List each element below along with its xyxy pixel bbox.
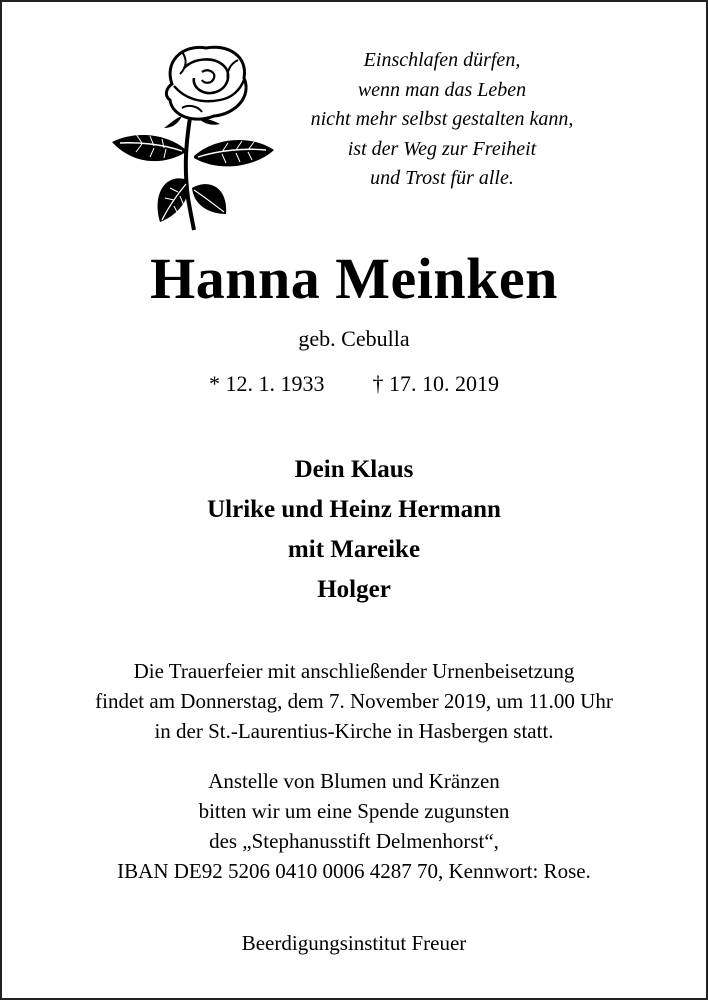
rose-icon (102, 38, 282, 238)
donation-line: bitten wir um eine Spende zugunsten (198, 799, 510, 823)
ceremony-line: findet am Donnerstag, dem 7. November 2019, um 11.00 Uhr (95, 689, 613, 713)
life-dates (2, 369, 706, 399)
family-signatures (2, 450, 706, 610)
ceremony-line: Die Trauerfeier mit anschließender Urnenbeisetzung (133, 659, 575, 683)
donation-line: des „Stephanusstift Delmenhorst“, (209, 829, 499, 853)
family-line: Dein Klaus (294, 456, 414, 483)
donation-line: Anstelle von Blumen und Kränzen (208, 769, 500, 793)
poem-line: wenn man das Leben (357, 78, 527, 101)
undertaker: Beerdigungsinstitut Freuer (241, 931, 467, 955)
poem (282, 46, 602, 194)
deceased-name: Hanna Meinken (150, 246, 558, 311)
poem-line: und Trost für alle. (370, 167, 514, 189)
maiden-name: geb. Cebulla (298, 326, 410, 351)
donation-info (2, 766, 706, 886)
birth-date: * 12. 1. 1933 (209, 371, 325, 396)
death-date: † 17. 10. 2019 (372, 371, 499, 396)
ceremony-line: in der St.-Laurentius-Kirche in Hasbergen statt. (154, 719, 554, 743)
ceremony-info (2, 656, 706, 746)
donation-line: IBAN DE92 5206 0410 0006 4287 70, Kennwort: Rose. (117, 859, 591, 883)
poem-line: ist der Weg zur Freiheit (347, 137, 537, 160)
poem-line: Einschlafen dürfen, (363, 49, 521, 71)
family-line: Holger (317, 576, 391, 603)
family-line: mit Mareike (287, 536, 421, 563)
family-line: Ulrike und Heinz Hermann (207, 496, 501, 523)
poem-line: nicht mehr selbst gestalten kann, (310, 108, 574, 130)
